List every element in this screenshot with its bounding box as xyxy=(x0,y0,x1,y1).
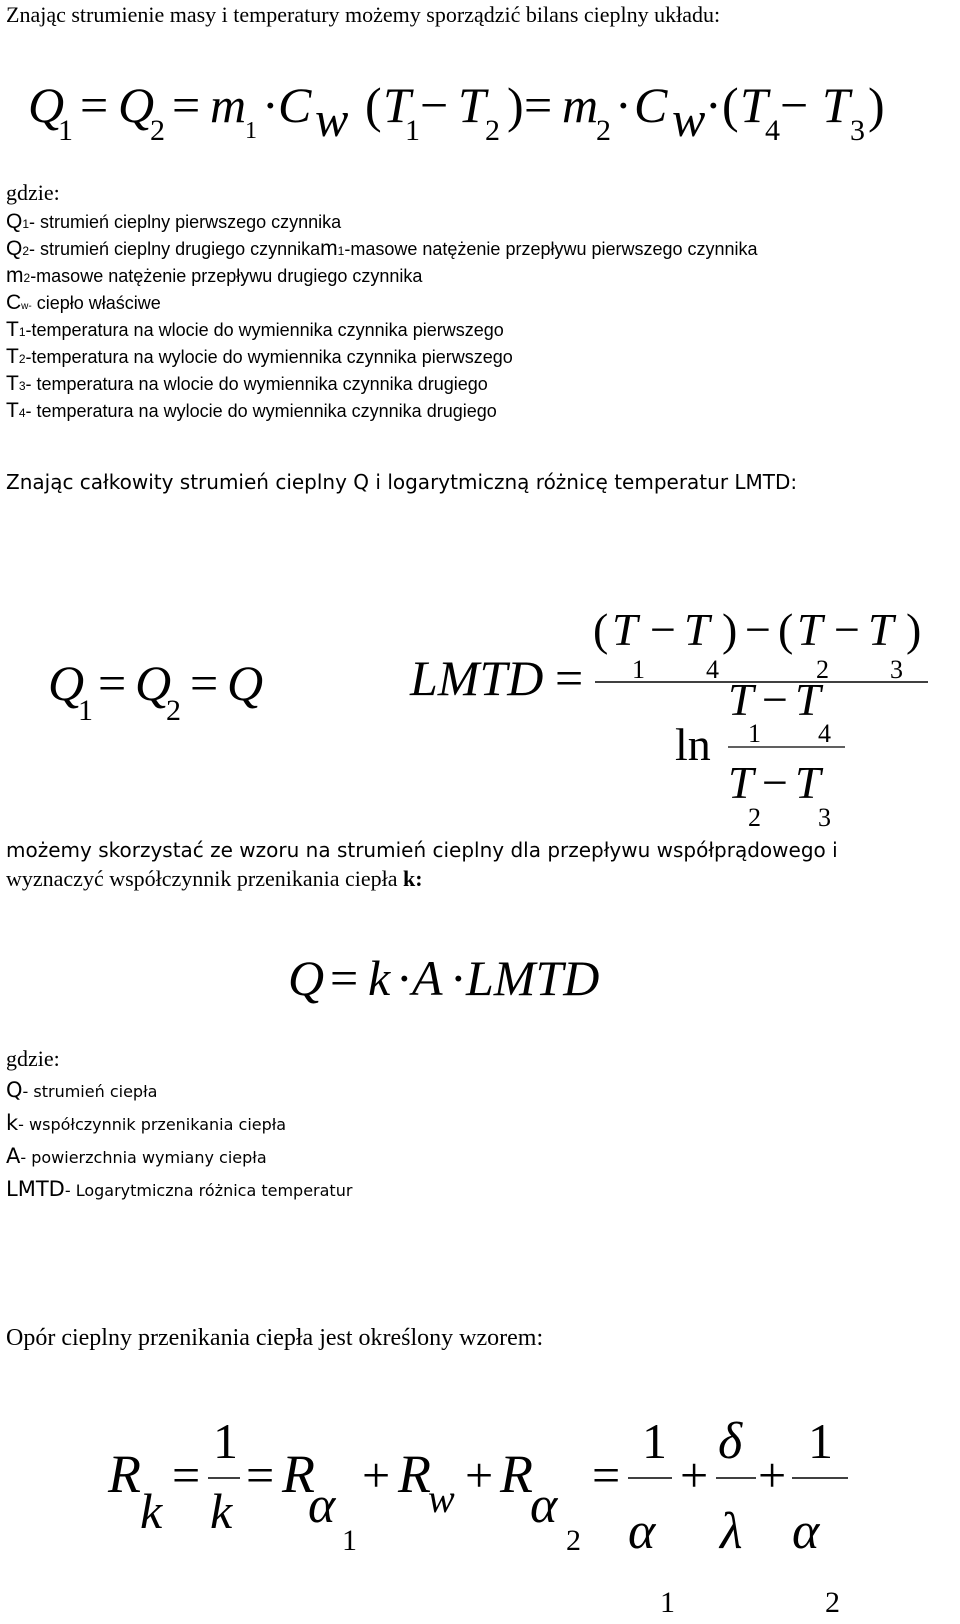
eq1-m2: m xyxy=(562,77,599,133)
definition-T2: T2-temperatura na wylocie do wymiennika czynnika pierwszego xyxy=(6,345,513,368)
lmtd-intro-text: Znając całkowity strumień cieplny Q i logarytmiczną różnicę temperatur LMTD: xyxy=(6,470,798,494)
num-rp-a: ) xyxy=(722,604,738,655)
eq1-minus-a: − xyxy=(420,77,449,133)
heat-transfer-equation xyxy=(0,940,960,1020)
eq4-w: w xyxy=(428,1476,455,1521)
eq2-eq-b: = xyxy=(190,655,219,711)
num-minus-c: − xyxy=(834,604,860,655)
eq4-Rw: R xyxy=(398,1444,431,1504)
eq1-C1: C xyxy=(278,77,312,133)
eq3-lmtd: LMTD xyxy=(466,950,600,1006)
eq2-Q3: Q xyxy=(227,655,264,711)
eq2-Q2: Q xyxy=(135,655,172,711)
eq1-rp-b: ) xyxy=(868,77,885,133)
eq1-eq-a: = xyxy=(80,77,109,133)
eq3-Q: Q xyxy=(288,950,325,1006)
eq1-Q1: Q xyxy=(28,77,65,133)
eq1-T3: T xyxy=(822,77,850,133)
lmtd-equations xyxy=(0,590,960,840)
eq1-eq-c: = xyxy=(524,77,553,133)
num-sub-1: 1 xyxy=(632,655,645,684)
definition-T3: T3- temperatura na wlocie do wymiennika czynnika drugiego xyxy=(6,372,488,395)
eq4-alpha1: α xyxy=(308,1477,336,1534)
eq1-eq-b: = xyxy=(172,77,201,133)
intro-text: Znając strumienie masy i temperatury możemy sporządzić bilans cieplny układu: xyxy=(6,2,721,27)
eq4-alpha-den2: α xyxy=(792,1503,820,1560)
eq1-dot-c: · xyxy=(705,77,722,133)
definition2-k: k- współczynnik przenikania ciepła xyxy=(6,1111,287,1135)
eq4-alpha-den1: α xyxy=(628,1503,656,1560)
eq1-sub-3: 3 xyxy=(850,114,865,147)
eq4-k-sub: k xyxy=(140,1483,163,1539)
eq3-k: k xyxy=(368,950,391,1006)
eq1-rp-a: ) xyxy=(507,77,524,133)
eq1-w2: w xyxy=(672,91,706,147)
den-minus-b: − xyxy=(762,757,788,808)
num-minus-a: − xyxy=(650,604,676,655)
eq1-sub-1b: 1 xyxy=(245,118,257,144)
lmtd-formula xyxy=(409,604,928,832)
thermal-resistance-equation xyxy=(0,1400,960,1624)
num-sub-4: 4 xyxy=(706,655,719,684)
eq1-sub-2b: 2 xyxy=(485,114,500,147)
eq3-dot-b: · xyxy=(450,950,467,1006)
definition-Cw: Cw- ciepło właściwe xyxy=(6,291,161,314)
eq1-sub-4: 4 xyxy=(765,114,780,147)
eq4-one-b: 1 xyxy=(642,1413,667,1469)
definition-T1: T1-temperatura na wlocie do wymiennika czynnika pierwszego xyxy=(6,318,504,341)
eq3-A: A xyxy=(412,950,443,1006)
eq4-sub-1b: 1 xyxy=(660,1586,675,1619)
num-T4: T xyxy=(684,604,710,655)
eq1-lp-b: ( xyxy=(722,77,739,133)
eq4-one-c: 1 xyxy=(808,1413,833,1469)
lmtd-eq: = xyxy=(555,650,584,706)
eq4-one-a: 1 xyxy=(213,1413,238,1469)
eq4-delta: δ xyxy=(718,1413,743,1470)
den-T3: T xyxy=(795,757,821,808)
thermal-resistance-intro: Opór cieplny przenikania ciepła jest określony wzorem: xyxy=(6,1325,544,1351)
eq1-C2: C xyxy=(634,77,668,133)
definition-T4: T4- temperatura na wylocie do wymiennika czynnika drugiego xyxy=(6,399,497,422)
definition-Q1: Q1- strumień cieplny pierwszego czynnika xyxy=(6,210,342,233)
eq4-sub-1: 1 xyxy=(342,1524,357,1557)
where-label: gdzie: xyxy=(6,180,60,205)
den-T2: T xyxy=(728,757,754,808)
eq1-sub-1a: 1 xyxy=(58,114,73,147)
eq4-plus-b: + xyxy=(465,1447,494,1503)
den-sub-4: 4 xyxy=(818,719,831,748)
num-T2: T xyxy=(797,604,823,655)
eq1-T2: T xyxy=(458,77,486,133)
num-T3: T xyxy=(868,604,894,655)
num-sub-3: 3 xyxy=(890,655,903,684)
eq4-R: R xyxy=(108,1444,141,1504)
den-sub-3: 3 xyxy=(818,803,831,832)
eq4-sub-2: 2 xyxy=(566,1524,581,1557)
where-label-2: gdzie: xyxy=(6,1046,60,1071)
eq4-lambda: λ xyxy=(720,1503,743,1560)
eq4-plus-a: + xyxy=(362,1447,391,1503)
eq1-sub-2c: 2 xyxy=(596,114,611,147)
eq1-Q2: Q xyxy=(118,77,155,133)
den-minus-a: − xyxy=(762,674,788,725)
eq4-sub-2b: 2 xyxy=(825,1586,840,1619)
eq1-m1: m xyxy=(210,77,247,133)
eq1-T1: T xyxy=(383,77,411,133)
eq4-R1: R xyxy=(282,1444,315,1504)
eq4-alpha2: α xyxy=(530,1477,558,1534)
den-T1: T xyxy=(728,674,754,725)
eq2-sub-1: 1 xyxy=(78,694,93,727)
den-sub-2: 2 xyxy=(748,803,761,832)
heat-balance-equation xyxy=(0,70,960,170)
num-lp-a: ( xyxy=(593,604,609,655)
definition-Q2: Q2- strumień cieplny drugiego czynnikam1-masowe natężenie przepływu pierwszego czynnika xyxy=(6,237,758,260)
definition-m2: m2-masowe natężenie przepływu drugiego czynnika xyxy=(6,264,423,287)
eq1-lp-a: ( xyxy=(365,77,382,133)
heat-flow-sentence: możemy skorzystać ze wzoru na strumień cieplny dla przepływu współprądowego i xyxy=(6,838,838,862)
eq4-k-den: k xyxy=(210,1483,233,1539)
num-sub-2: 2 xyxy=(816,655,829,684)
eq2-sub-2: 2 xyxy=(166,694,181,727)
eq3-eq: = xyxy=(330,950,359,1006)
k-label: k: xyxy=(403,866,423,891)
eq3-dot-a: · xyxy=(396,950,413,1006)
q-equality-equation xyxy=(48,655,263,727)
definition2-LMTD: LMTD- Logarytmiczna różnica temperatur xyxy=(6,1177,353,1201)
num-T1: T xyxy=(612,604,638,655)
eq4-plus-c: + xyxy=(680,1447,709,1503)
eq1-sub-2a: 2 xyxy=(150,114,165,147)
eq1-sub-1c: 1 xyxy=(405,114,420,147)
definition2-A: A- powierzchnia wymiany ciepła xyxy=(6,1144,267,1168)
eq4-eq-a: = xyxy=(172,1447,201,1503)
ln-label: ln xyxy=(675,719,711,770)
num-rp-b: ) xyxy=(906,604,922,655)
eq4-R2: R xyxy=(500,1444,533,1504)
num-minus-b: − xyxy=(745,604,771,655)
eq1-minus-b: − xyxy=(780,77,809,133)
den-T4: T xyxy=(795,674,821,725)
eq1-T4: T xyxy=(740,77,768,133)
lmtd-label: LMTD xyxy=(410,650,544,706)
eq2-Q1: Q xyxy=(48,655,85,711)
k-determination-sentence: wyznaczyć współczynnik przenikania ciepła k: xyxy=(6,866,423,891)
num-lp-b: ( xyxy=(778,604,794,655)
eq4-eq-c: = xyxy=(592,1447,621,1503)
eq2-eq-a: = xyxy=(98,655,127,711)
den-sub-1: 1 xyxy=(748,719,761,748)
eq1-w1: w xyxy=(315,91,349,147)
eq4-eq-b: = xyxy=(246,1447,275,1503)
eq1-dot-b: · xyxy=(615,77,632,133)
definition2-Q: Q- strumień ciepła xyxy=(6,1078,158,1102)
eq1-dot-a: · xyxy=(262,77,279,133)
eq4-plus-d: + xyxy=(758,1447,787,1503)
